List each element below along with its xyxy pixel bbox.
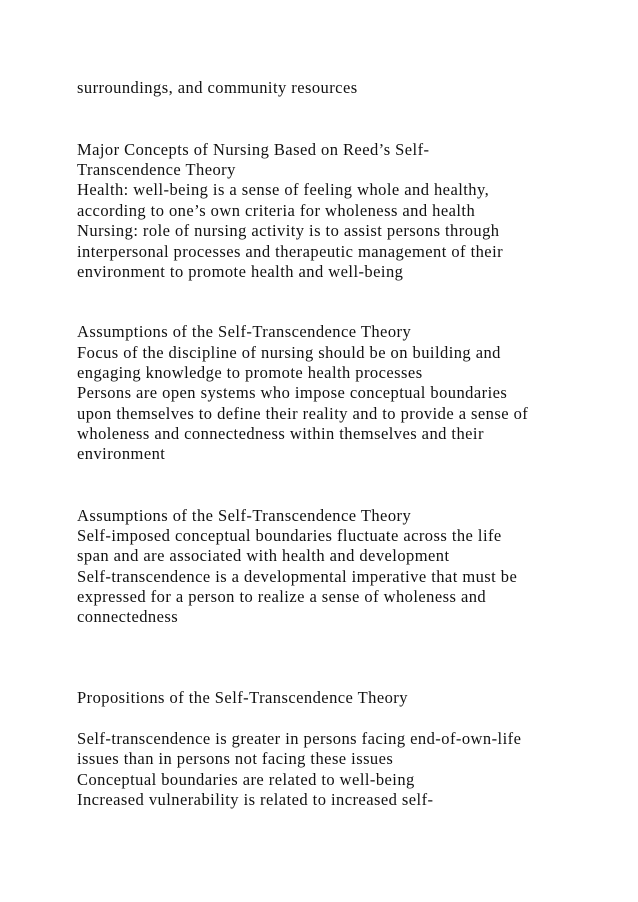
text-line: span and are associated with health and development xyxy=(77,546,450,565)
text-line: Health: well-being is a sense of feeling whole and healthy, xyxy=(77,180,490,199)
text-line: Nursing: role of nursing activity is to assist persons through xyxy=(77,221,500,240)
text-line: Self-transcendence is a developmental imperative that must be xyxy=(77,567,518,586)
text-line: Persons are open systems who impose conceptual boundaries xyxy=(77,383,508,402)
text-line: issues than in persons not facing these issues xyxy=(77,749,394,768)
text-line: expressed for a person to realize a sense of wholeness and xyxy=(77,587,487,606)
text-line: wholeness and connectedness within themselves and their xyxy=(77,424,484,443)
text-line: according to one’s own criteria for wholeness and health xyxy=(77,201,476,220)
section-heading: Major Concepts of Nursing Based on Reed’s Self- xyxy=(77,140,430,159)
text-line: Increased vulnerability is related to increased self- xyxy=(77,790,434,809)
text-line: Self-transcendence is greater in persons facing end-of-own-life xyxy=(77,729,522,748)
text-line: interpersonal processes and therapeutic management of their xyxy=(77,242,504,261)
section-heading: Transcendence Theory xyxy=(77,160,236,179)
text-line: connectedness xyxy=(77,607,179,626)
text-line: Focus of the discipline of nursing should be on building and xyxy=(77,343,501,362)
section-heading: Propositions of the Self-Transcendence Theory xyxy=(77,688,408,707)
text-line: upon themselves to define their reality and to provide a sense of xyxy=(77,404,529,423)
section-heading: Assumptions of the Self-Transcendence Theory xyxy=(77,506,412,525)
text-line: Conceptual boundaries are related to well-being xyxy=(77,770,415,789)
text-line: environment xyxy=(77,444,166,463)
text-line: environment to promote health and well-being xyxy=(77,262,404,281)
text-line: engaging knowledge to promote health processes xyxy=(77,363,423,382)
section-heading: Assumptions of the Self-Transcendence Theory xyxy=(77,322,412,341)
text-line: surroundings, and community resources xyxy=(77,78,358,97)
text-line: Self-imposed conceptual boundaries fluctuate across the life xyxy=(77,526,502,545)
